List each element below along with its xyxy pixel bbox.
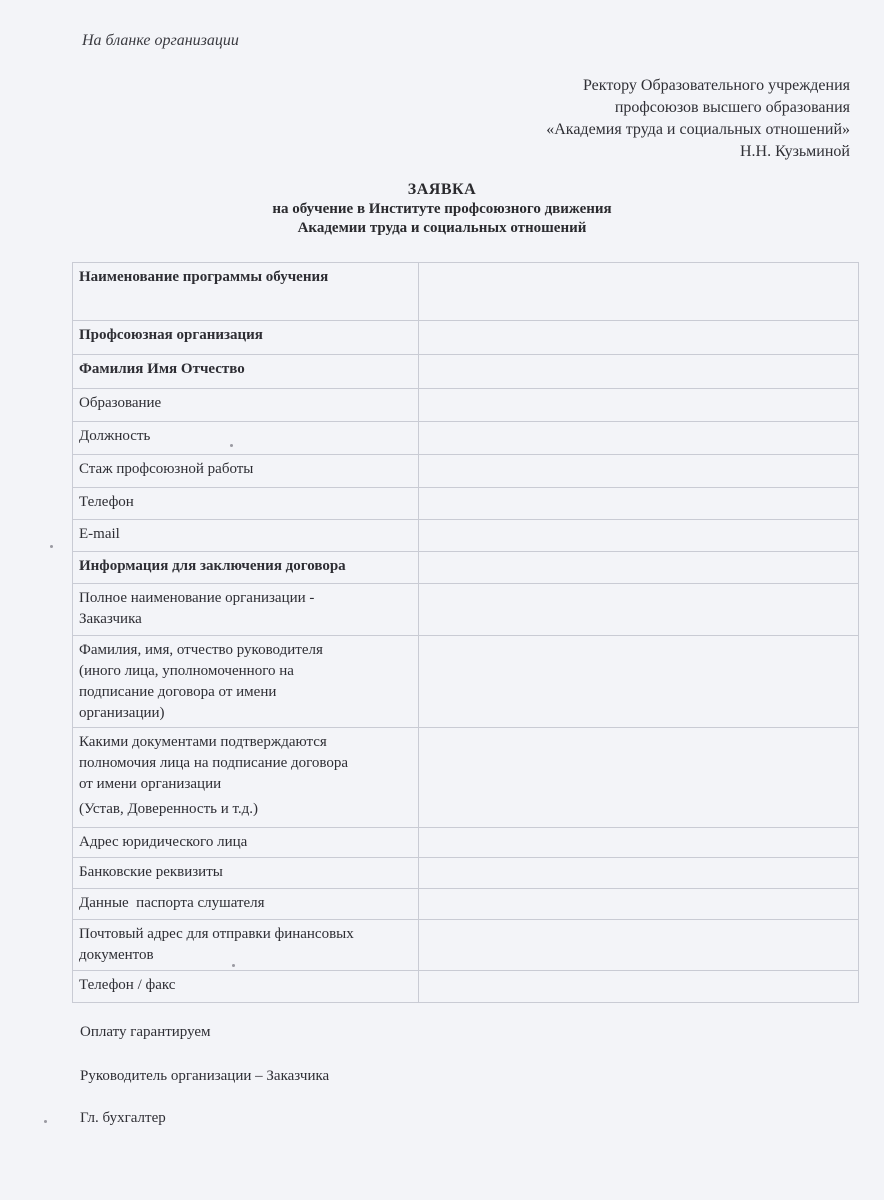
document-title <box>0 180 884 238</box>
form-value-cell[interactable] <box>418 520 858 552</box>
form-row-phone-fax <box>73 971 859 1003</box>
form-row-education <box>73 389 859 422</box>
form-row-legal-address <box>73 828 859 858</box>
addressee-name: Н.Н. Кузьминой <box>739 143 850 160</box>
form-row-bank-details <box>73 858 859 889</box>
form-value-cell[interactable] <box>418 355 858 389</box>
form-label: Какими документами подтверждаются полномочия лица на подписание договора от имени организации (Устав, Доверенность и т.д.) <box>73 728 419 828</box>
addressee-line: Ректору Образовательного учреждения <box>582 77 850 94</box>
addressee-block <box>546 75 850 163</box>
form-label: Должность <box>73 422 419 455</box>
form-value-cell[interactable] <box>418 321 858 355</box>
addressee-line: «Академия труда и социальных отношений» <box>546 121 850 138</box>
title-subtitle-2: Академии труда и социальных отношений <box>297 220 587 236</box>
form-label: Профсоюзная организация <box>73 321 419 355</box>
form-label: Банковские реквизиты <box>73 858 419 889</box>
form-row-position <box>73 422 859 455</box>
form-row-phone <box>73 488 859 520</box>
payment-guarantee: Оплату гарантируем <box>80 1024 211 1040</box>
form-row-passport <box>73 889 859 920</box>
form-value-cell[interactable] <box>418 889 858 920</box>
form-value-cell[interactable] <box>418 455 858 488</box>
form-label: E-mail <box>73 520 419 552</box>
form-label: Фамилия, имя, отчество руководителя (иного лица, уполномоченного на подписание договора от имени организации) <box>73 636 419 728</box>
form-label: Полное наименование организации - Заказчика <box>73 584 419 636</box>
accountant-signature-line: Гл. бухгалтер <box>80 1110 166 1126</box>
scan-speck <box>50 545 53 548</box>
form-row-postal-address <box>73 920 859 971</box>
form-row-email <box>73 520 859 552</box>
form-row-org-name <box>73 584 859 636</box>
title-subtitle-1: на обучение в Институте профсоюзного движения <box>272 201 612 217</box>
scan-speck <box>232 964 235 967</box>
form-value-cell[interactable] <box>418 828 858 858</box>
application-form-table <box>72 262 859 1003</box>
scan-speck <box>44 1120 47 1123</box>
title-main: ЗАЯВКА <box>407 181 477 198</box>
director-signature-line: Руководитель организации – Заказчика <box>80 1068 330 1084</box>
form-value-cell[interactable] <box>418 858 858 889</box>
form-value-cell[interactable] <box>418 422 858 455</box>
letterhead-note: На бланке организации <box>82 32 239 49</box>
form-row-experience <box>73 455 859 488</box>
form-label: Телефон / факс <box>73 971 419 1003</box>
form-label: Стаж профсоюзной работы <box>73 455 419 488</box>
form-value-cell[interactable] <box>418 920 858 971</box>
form-label: Образование <box>73 389 419 422</box>
scan-speck <box>230 444 233 447</box>
addressee-line: профсоюзов высшего образования <box>614 99 850 116</box>
form-value-cell[interactable] <box>418 636 858 728</box>
form-section-label: Информация для заключения договора <box>73 552 419 584</box>
form-value-cell[interactable] <box>418 971 858 1003</box>
form-value-cell[interactable] <box>418 728 858 828</box>
form-value-cell[interactable] <box>418 263 858 321</box>
form-value-cell[interactable] <box>418 552 858 584</box>
form-value-cell[interactable] <box>418 584 858 636</box>
form-label: Данные паспорта слушателя <box>73 889 419 920</box>
form-value-cell[interactable] <box>418 389 858 422</box>
form-label: Почтовый адрес для отправки финансовых документов <box>73 920 419 971</box>
form-row-authority-docs <box>73 728 859 828</box>
form-label: Фамилия Имя Отчество <box>73 355 419 389</box>
form-row-union-org <box>73 321 859 355</box>
form-value-cell[interactable] <box>418 488 858 520</box>
form-row-director-name <box>73 636 859 728</box>
form-row-program <box>73 263 859 321</box>
form-label: Адрес юридического лица <box>73 828 419 858</box>
form-row-full-name <box>73 355 859 389</box>
form-row-contract-info <box>73 552 859 584</box>
form-label: Телефон <box>73 488 419 520</box>
form-label: Наименование программы обучения <box>73 263 419 321</box>
